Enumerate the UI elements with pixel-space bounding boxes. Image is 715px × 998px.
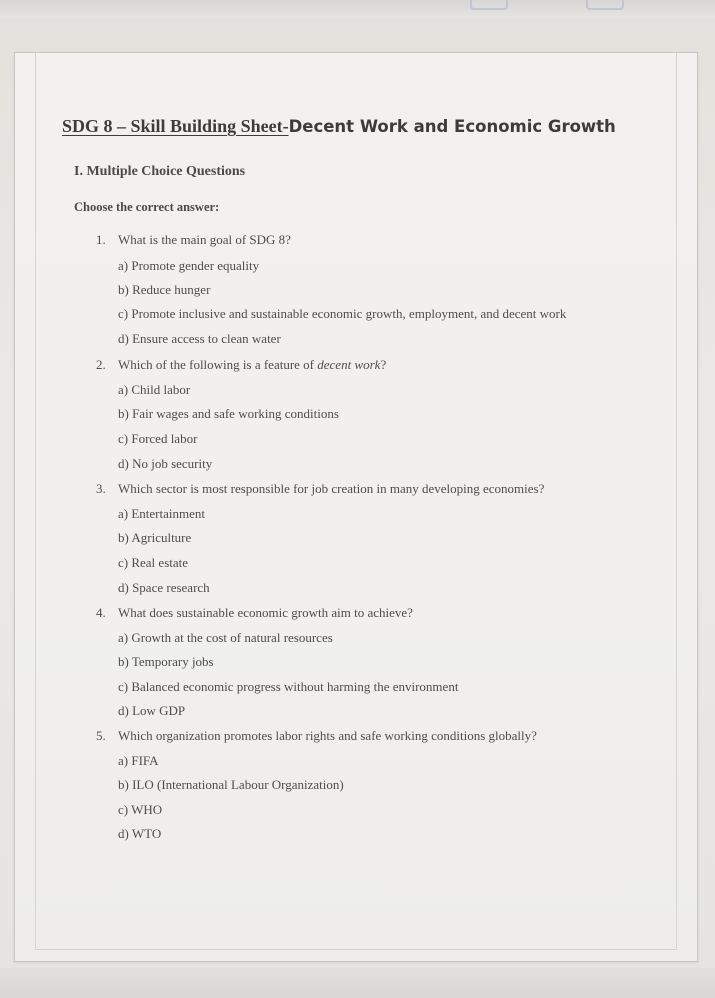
q4-option-a: a) Growth at the cost of natural resources — [118, 630, 333, 645]
frame-mark-left — [470, 0, 508, 10]
frame-mark-right — [586, 0, 624, 10]
question-number: 3. — [96, 481, 106, 496]
question-number: 1. — [96, 232, 106, 247]
q5-option-a: a) FIFA — [118, 753, 159, 768]
background-bottom-strip — [0, 968, 715, 998]
q2-option-c: c) Forced labor — [118, 431, 198, 446]
q5-option-b: b) ILO (International Labour Organization) — [118, 777, 344, 792]
question-4 — [96, 605, 413, 621]
question-text-end: ? — [380, 357, 387, 372]
q3-option-d: d) Space research — [118, 580, 210, 595]
worksheet-page — [14, 52, 698, 962]
question-number: 4. — [96, 605, 106, 620]
q3-option-b: b) Agriculture — [118, 530, 192, 545]
question-text: Which organization promotes labor rights and safe working conditions globally? — [118, 728, 537, 743]
q2-option-b: b) Fair wages and safe working conditions — [118, 406, 339, 421]
q1-option-b: b) Reduce hunger — [118, 282, 211, 297]
background-top-strip — [0, 0, 715, 18]
title-topic: Decent Work and Economic Growth — [288, 117, 616, 136]
page-title — [62, 116, 616, 137]
question-text: What does sustainable economic growth aim to achieve? — [118, 605, 413, 620]
question-number: 5. — [96, 728, 106, 743]
q2-option-d: d) No job security — [118, 456, 213, 471]
q2-option-a: a) Child labor — [118, 382, 191, 397]
q1-option-c: c) Promote inclusive and sustainable economic growth, employment, and decent work — [118, 306, 567, 321]
question-emphasis: decent work — [317, 357, 381, 372]
title-sdg-label: SDG 8 – Skill Building Sheet- — [62, 116, 289, 136]
section-heading: I. Multiple Choice Questions — [74, 164, 246, 179]
question-text: Which of the following is a feature of — [118, 357, 318, 372]
q1-option-d: d) Ensure access to clean water — [118, 331, 281, 346]
question-3 — [96, 481, 544, 497]
q5-option-c: c) WHO — [118, 802, 163, 817]
q3-option-a: a) Entertainment — [118, 506, 205, 521]
question-2 — [96, 357, 386, 373]
question-number: 2. — [96, 357, 106, 372]
question-text: What is the main goal of SDG 8? — [118, 232, 291, 247]
question-1 — [96, 232, 291, 248]
question-5 — [96, 728, 537, 744]
q5-option-d: d) WTO — [118, 826, 162, 841]
q4-option-c: c) Balanced economic progress without harming the environment — [118, 679, 459, 694]
q4-option-d: d) Low GDP — [118, 703, 186, 718]
instruction-text: Choose the correct answer: — [74, 200, 220, 214]
q3-option-c: c) Real estate — [118, 555, 189, 570]
q1-option-a: a) Promote gender equality — [118, 258, 260, 273]
question-text: Which sector is most responsible for job creation in many developing economies? — [118, 481, 545, 496]
q4-option-b: b) Temporary jobs — [118, 654, 214, 669]
